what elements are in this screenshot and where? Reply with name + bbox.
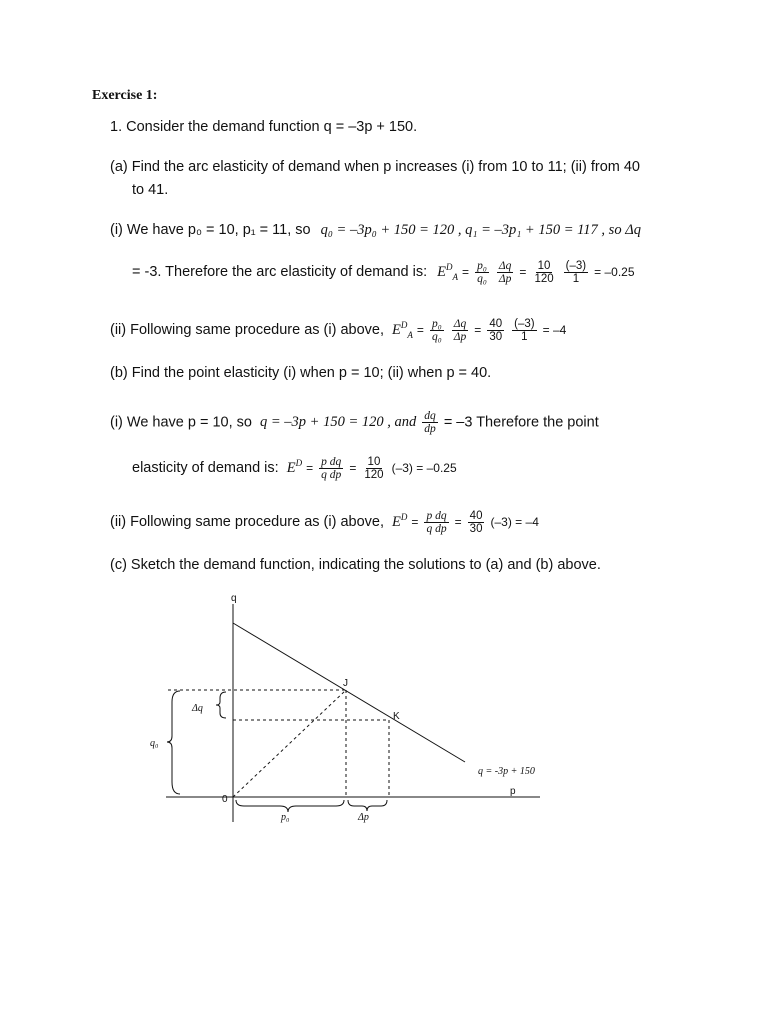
fraction-m3-1-2: $\frac{(-3)}{1}$ (514, 317, 535, 343)
part-a-ii-statement: (ii) Following same procedure as (i) above, (110, 321, 384, 338)
arc-result-1: = –0.25 (594, 264, 635, 279)
part-a-i-intro: (i) We have p₀ = 10, p₁ = 11, so (110, 222, 311, 238)
point-j-label: J (343, 678, 348, 689)
demand-curve (233, 623, 465, 762)
arc-elasticity-symbol: $E^D_A$ (437, 262, 459, 282)
fraction-pdq-qdp: $\frac{\text{p dq}}{\text{q dp}}$ (321, 455, 342, 481)
fraction-40-30-point: $\frac{40}{30}$ (469, 509, 483, 535)
point-k-label: K (393, 711, 400, 722)
fraction-dq-dp: $\frac{\Delta q}{\Delta p}$ (498, 259, 512, 285)
q-axis-label: q (231, 593, 237, 604)
point-result-1: (–3) = –0.25 (391, 460, 457, 475)
fraction-10-120-point: $\frac{10}{120}$ (364, 455, 384, 481)
origin-ray (233, 690, 346, 797)
fraction-40-30: $\frac{40}{30}$ (489, 317, 503, 343)
part-a-i-equations: q₀ = –3p₀ + 150 = 120 , q₁ = –3p₁ + 150 = 117 , so Δq (320, 222, 641, 238)
fraction-pdq-qdp-2: $\frac{\text{p dq}}{\text{q dp}}$ (426, 509, 447, 535)
part-b-i-intro: (i) We have p = 10, so (110, 414, 252, 431)
part-c-line: (c) Sketch the demand function, indicating the solutions to (a) and (b) above. (110, 557, 601, 573)
fraction-dq-dp-derivative: $\frac{dq}{dp}$ (424, 410, 436, 435)
p0-brace (236, 800, 344, 812)
fraction-10-120: $\frac{10}{120}$ (534, 259, 554, 285)
part-b-i-statement: elasticity of demand is: (132, 459, 279, 476)
part-b-ii-statement: (ii) Following same procedure as (i) above, (110, 513, 384, 530)
part-a-i-statement: = -3. Therefore the arc elasticity of demand is: (132, 263, 428, 280)
exercise-heading: Exercise 1: (92, 88, 158, 103)
point-result-2: (–3) = –4 (490, 514, 539, 529)
delta-q-brace (216, 692, 226, 718)
point-elasticity-symbol-2: $E^D$ (392, 512, 408, 530)
fraction-p0-q0: $\frac{\text{p₀}}{\text{q₀}}$ (477, 259, 487, 285)
fraction-m3-1: $\frac{(-3)}{1}$ (565, 259, 587, 285)
fraction-p0-q0-2: $\frac{\text{p₀}}{\text{q₀}}$ (431, 317, 442, 343)
part-a-ii-line: (ii) Following same procedure as (i) above, $E^D_A$ = $\frac{\text{p₀}}{\text{q₀}}$ $\frac{\Delta q}{\Delta p}$ = $\frac{40}{30}$ $\frac{(-3)}{1}$ = –4 (110, 317, 567, 343)
demand-curve-label: q = -3p + 150 (478, 766, 535, 777)
arc-elasticity-symbol-2: $E^D_A$ (392, 320, 413, 340)
part-a-line-2: to 41. (132, 182, 169, 198)
part-b-line: (b) Find the point elasticity (i) when p = 10; (ii) when p = 40. (110, 365, 492, 381)
p-axis-label: p (510, 786, 516, 797)
demand-function-graph (140, 590, 570, 830)
part-b-i-line-2: elasticity of demand is: $E^D$ = $\frac{\text{p dq}}{\text{q dp}}$ = $\frac{10}{120}$ (–3) = –0.25 (132, 455, 457, 481)
point-elasticity-symbol: $E^D$ (286, 458, 303, 476)
q0-label: q₀ (150, 738, 159, 749)
delta-q-label: Δq (192, 703, 203, 714)
delta-p-brace (348, 800, 387, 811)
q0-brace (167, 691, 180, 794)
part-b-i-line-1 (110, 410, 599, 435)
p0-label: p₀ (281, 812, 290, 823)
part-b-i-equation: q = –3p + 150 = 120 , and (260, 414, 417, 431)
part-a-i-line-1 (110, 221, 641, 239)
arc-result-2: = –4 (542, 322, 567, 337)
part-a-i-line-2: = -3. Therefore the arc elasticity of demand is: $E^D_A$ = $\frac{\text{p₀}}{\text{q₀}}$ $\frac{\Delta q}{\Delta p}$ = $\frac{10}{120}$ $\frac{(-3)}{1}$ = –0.25 (132, 259, 635, 285)
fraction-dq-dp-2: $\frac{\Delta q}{\Delta p}$ (453, 317, 467, 343)
origin-label: 0 (222, 794, 228, 805)
part-b-i-tail: = –3 Therefore the point (443, 414, 599, 431)
question-1: 1. Consider the demand function q = –3p + 150. (110, 119, 418, 135)
part-b-ii-line: (ii) Following same procedure as (i) above, $E^D$ = $\frac{\text{p dq}}{\text{q dp}}$ = $\frac{40}{30}$ (–3) = –4 (110, 509, 539, 535)
part-a-line-1: (a) Find the arc elasticity of demand when p increases (i) from 10 to 11; (ii) from 40 (110, 159, 641, 175)
delta-p-label: Δp (358, 812, 369, 823)
